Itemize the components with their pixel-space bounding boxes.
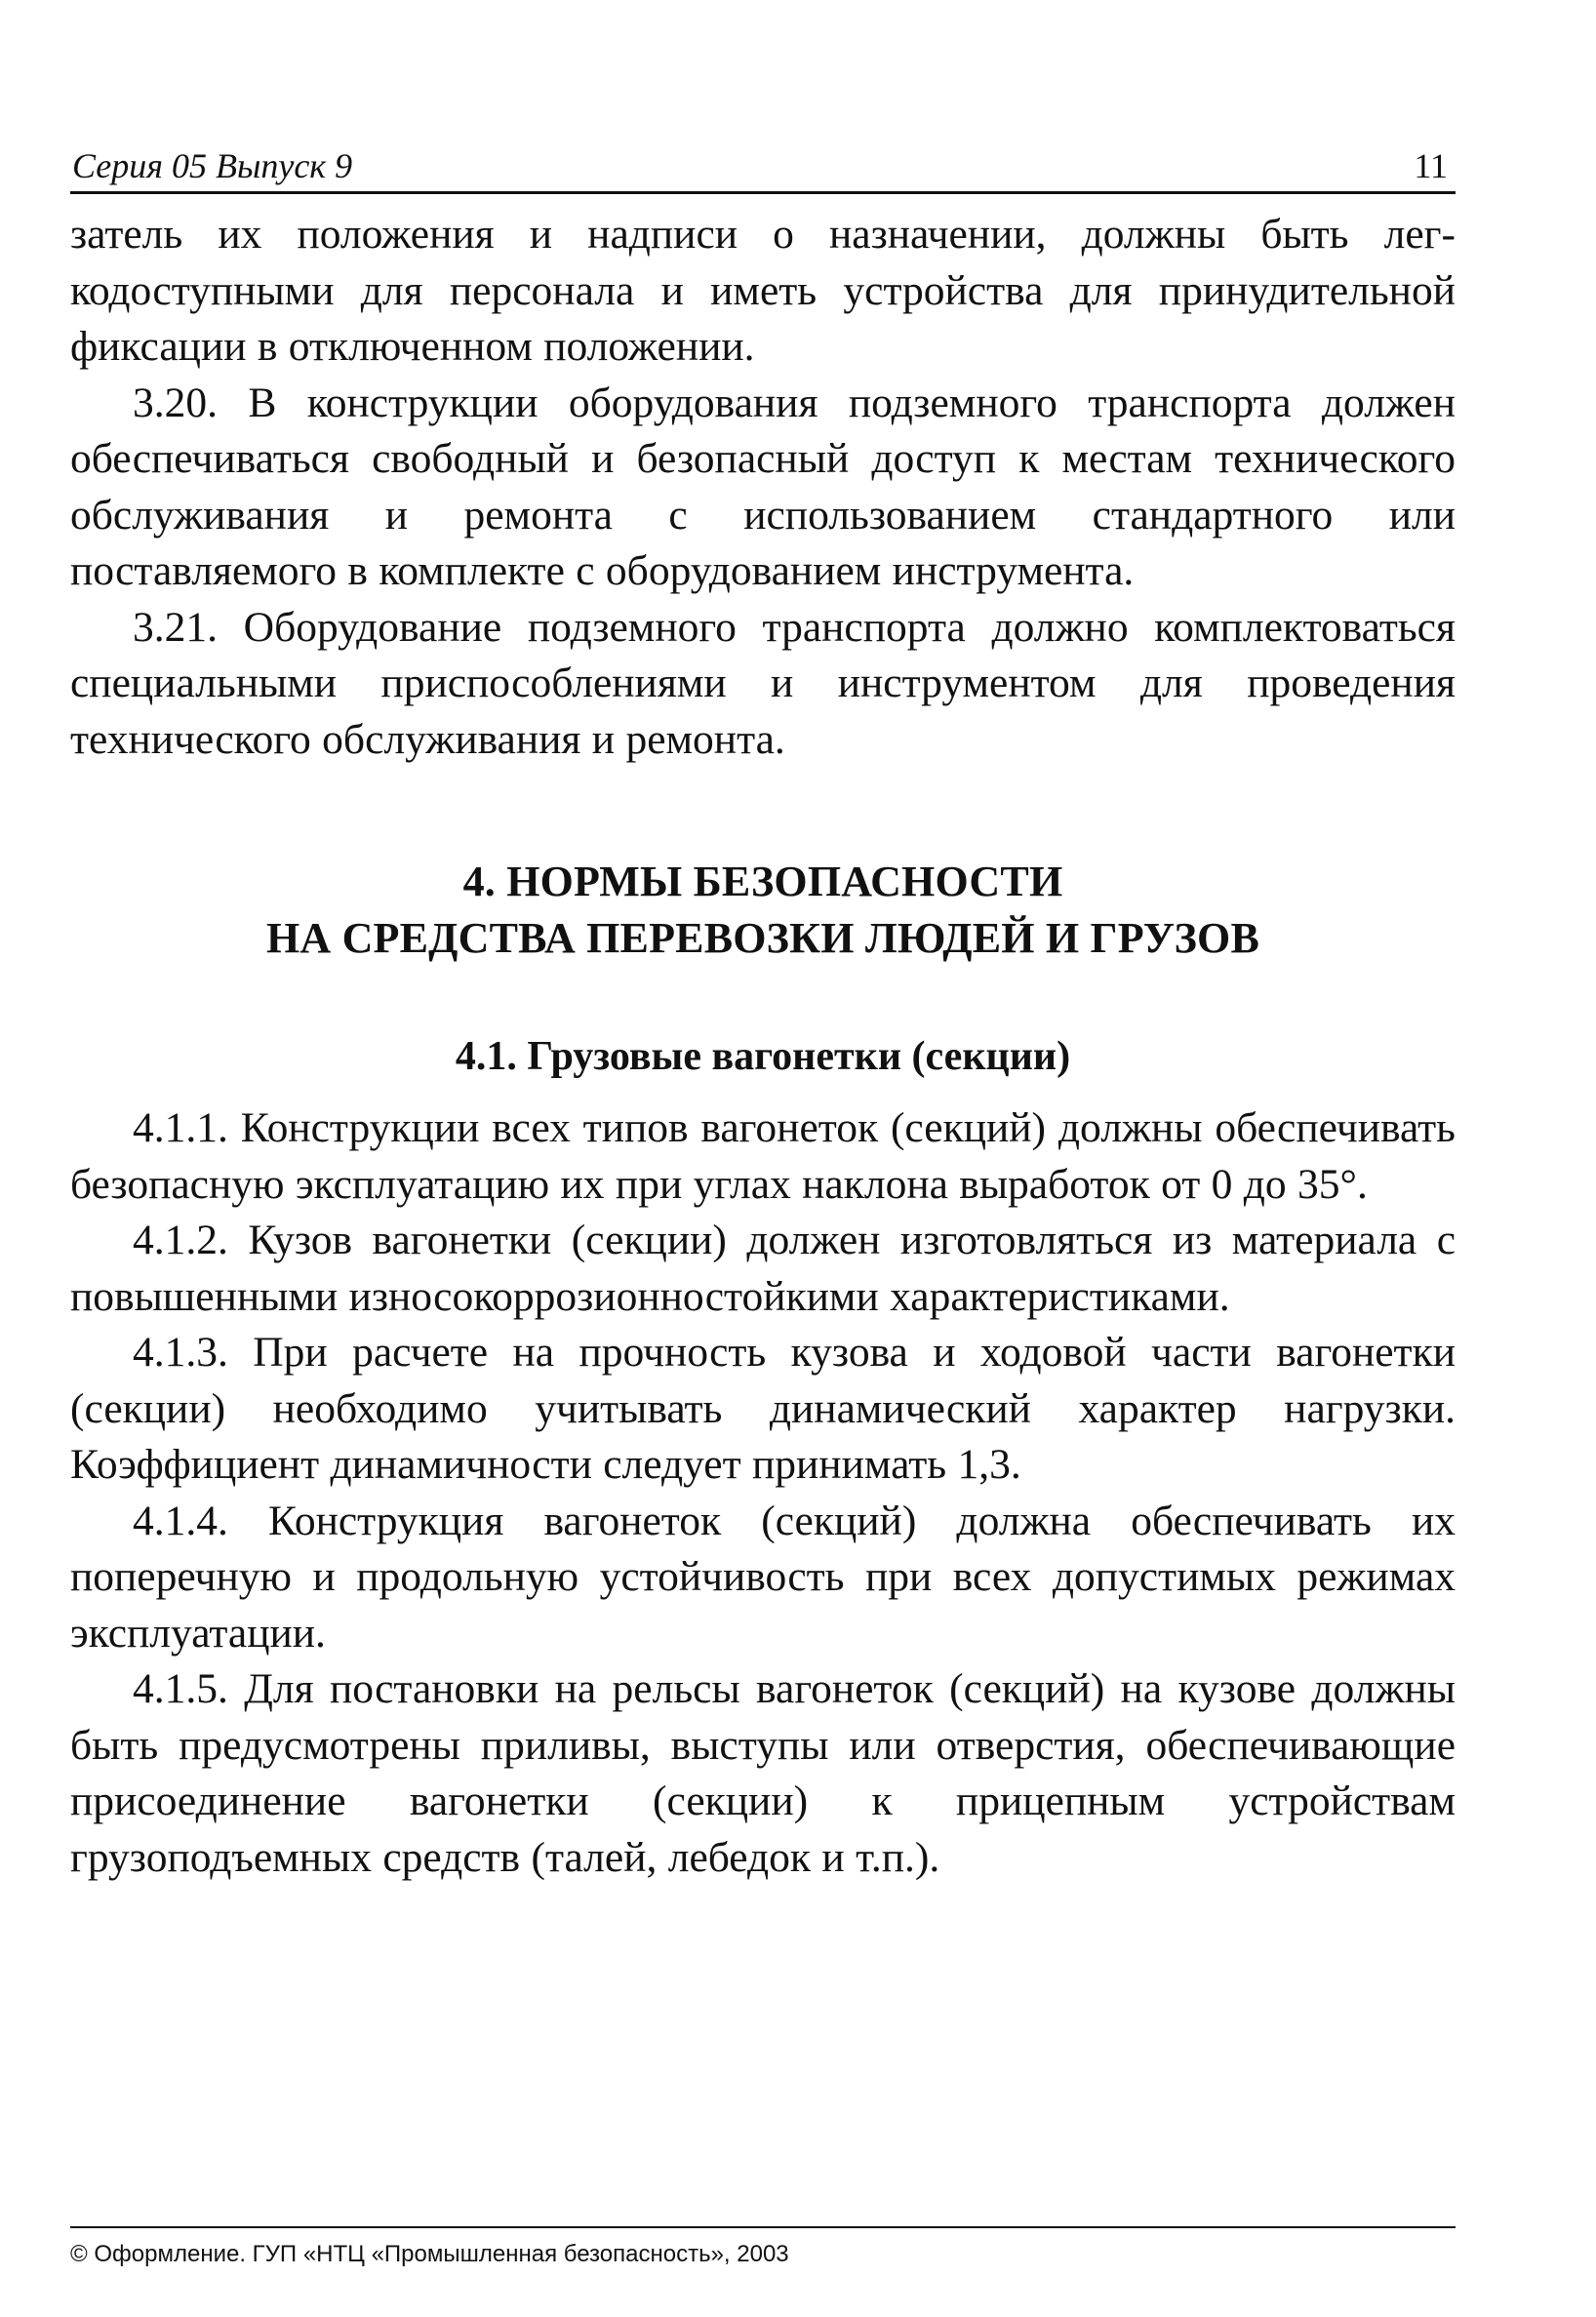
item-4-1-5: 4.1.5. Для постановки на рельсы вагонеток (секций) на кузове должны быть предусмотрены приливы, выступы или отверстия, обеспечивающие присоединение вагонетки (секции) к прицепным устройствам грузоподъемных средств (талей, лебедок и т.п.). <box>70 1665 1456 1881</box>
continued-paragraph: затель их положения и надписи о назначении, должны быть легкодоступными для персонала и иметь устройства для принудительной фиксации в отключенном положении. <box>70 211 1456 370</box>
section-title-line-1: 4. НОРМЫ БЕЗОПАСНОСТИ <box>462 858 1063 905</box>
item-4-1-3: 4.1.3. При расчете на прочность кузова и ходовой части вагонетки (секции) необходимо учитывать динамический характер нагрузки. Коэффициент динамичности следует принимать 1,3. <box>70 1329 1456 1488</box>
paragraph-3-20: 3.20. В конструкции оборудования подземного транспорта должен обеспечиваться свободный и безопасный доступ к местам технического обслуживания и ремонта с использованием стандартного или поставляемого в комплекте с оборудованием инструмента. <box>70 379 1456 594</box>
section-heading-block <box>70 854 1456 967</box>
item-4-1-2: 4.1.2. Кузов вагонетки (секции) должен изготовляться из материала с повышенными износокоррозионностойкими характеристиками. <box>70 1217 1456 1320</box>
document-page <box>70 0 1456 2317</box>
section-title-line-2: НА СРЕДСТВА ПЕРЕВОЗКИ ЛЮДЕЙ И ГРУЗОВ <box>265 914 1260 962</box>
series-label: Серия 05 Выпуск 9 <box>72 146 353 185</box>
item-4-1-1: 4.1.1. Конструкции всех типов вагонеток (секций) должны обеспечивать безопасную эксплуатацию их при углах наклона выработок от 0 до 35°. <box>70 1104 1456 1208</box>
footer-divider <box>70 2226 1456 2228</box>
subsection-title: 4.1. Грузовые вагонетки (секции) <box>455 1034 1071 1079</box>
body-text <box>70 207 1456 1886</box>
running-header <box>70 146 1456 194</box>
item-4-1-4: 4.1.4. Конструкция вагонеток (секций) должна обеспечивать их поперечную и продольную устойчивость при всех допустимых режимах эксплуатации. <box>70 1497 1456 1657</box>
footer-copyright: © Оформление. ГУП «НТЦ «Промышленная безопасность», 2003 <box>70 2241 789 2267</box>
paragraph-3-21: 3.21. Оборудование подземного транспорта должно комплектоваться специальными приспособлениями и инструментом для проведения технического обслуживания и ремонта. <box>70 603 1456 763</box>
page-number: 11 <box>1414 146 1448 185</box>
